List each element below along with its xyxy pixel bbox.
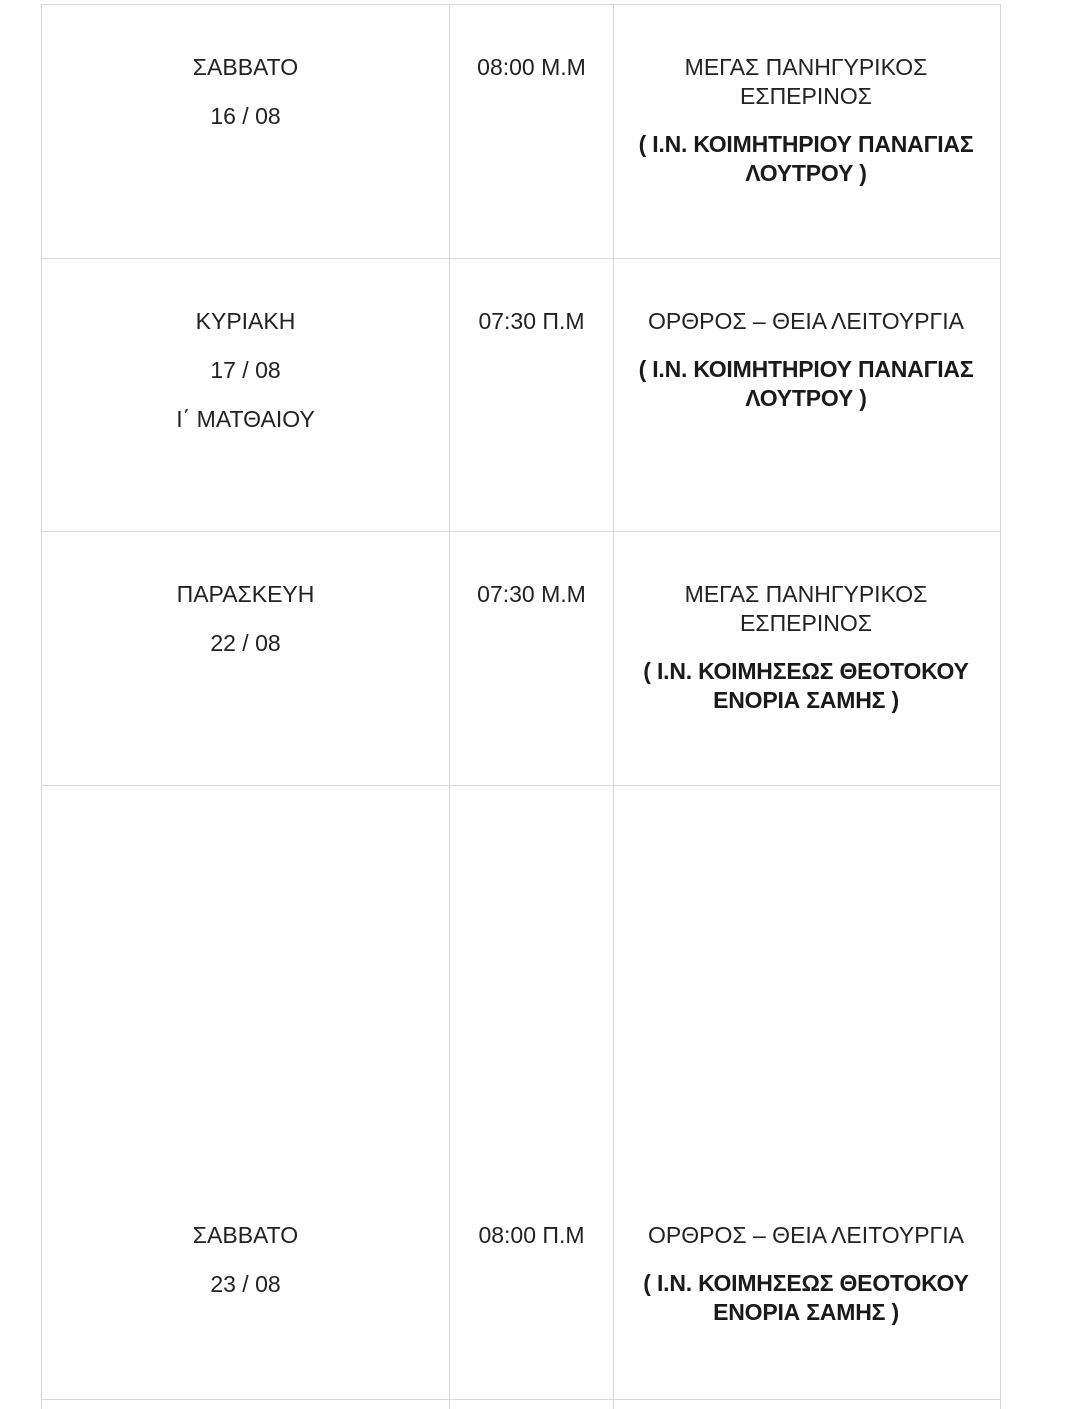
time-cell [450,5,614,258]
day-cell [42,5,450,258]
day-cell [42,532,450,785]
table-row [42,531,1000,785]
event-cell [614,259,998,531]
service-name: ΜΕΓΑΣ ΠΑΝΗΓΥΡΙΚΟΣ ΕΣΠΕΡΙΝΟΣ [684,581,928,636]
day-name: ΣΑΒΒΑΤΟ [192,1222,299,1248]
time: 07:30 Π.Μ [478,308,585,334]
day-cell [42,259,450,531]
table-row [42,4,1000,258]
service-name: ΜΕΓΑΣ ΠΑΝΗΓΥΡΙΚΟΣ ΕΣΠΕΡΙΝΟΣ [684,54,928,109]
date: 22 / 08 [210,630,281,656]
church-name: ( Ι.Ν. ΚΟΙΜΗΤΗΡΙΟΥ ΠΑΝΑΓΙΑΣ ΛΟΥΤΡΟΥ ) [638,356,974,411]
event-cell [614,786,998,1399]
date: 16 / 08 [210,103,281,129]
church-name: ( Ι.Ν. ΚΟΙΜΗΤΗΡΙΟΥ ΠΑΝΑΓΙΑΣ ΛΟΥΤΡΟΥ ) [638,131,974,186]
service-name: ΟΡΘΡΟΣ – ΘΕΙΑ ΛΕΙΤΟΥΡΓΙΑ [648,308,964,334]
date: 23 / 08 [210,1271,281,1297]
church-name: ( Ι.Ν. ΚΟΙΜΗΣΕΩΣ ΘΕΟΤΟΚΟΥ ΕΝΟΡΙΑ ΣΑΜΗΣ ) [643,658,969,713]
day-name: ΣΑΒΒΑΤΟ [192,54,299,80]
event-cell [614,5,998,258]
time-cell [450,786,614,1399]
time-cell [450,259,614,531]
day-name: ΚΥΡΙΑΚΗ [195,308,296,334]
schedule-table [41,4,1001,1409]
day-note: Ι΄ ΜΑΤΘΑΙΟΥ [176,406,315,432]
event-cell [614,532,998,785]
table-row [42,1399,1000,1409]
time: 08:00 Π.Μ [478,1222,585,1248]
date: 17 / 08 [210,357,281,383]
service-name: ΟΡΘΡΟΣ – ΘΕΙΑ ΛΕΙΤΟΥΡΓΙΑ [648,1222,964,1248]
time-cell [450,532,614,785]
church-name: ( Ι.Ν. ΚΟΙΜΗΣΕΩΣ ΘΕΟΤΟΚΟΥ ΕΝΟΡΙΑ ΣΑΜΗΣ ) [643,1270,969,1325]
day-cell [42,786,450,1399]
day-name: ΠΑΡΑΣΚΕΥΗ [176,581,315,607]
time: 07:30 Μ.Μ [477,581,586,607]
time: 08:00 Μ.Μ [477,54,586,80]
table-row [42,785,1000,1399]
table-row [42,258,1000,531]
